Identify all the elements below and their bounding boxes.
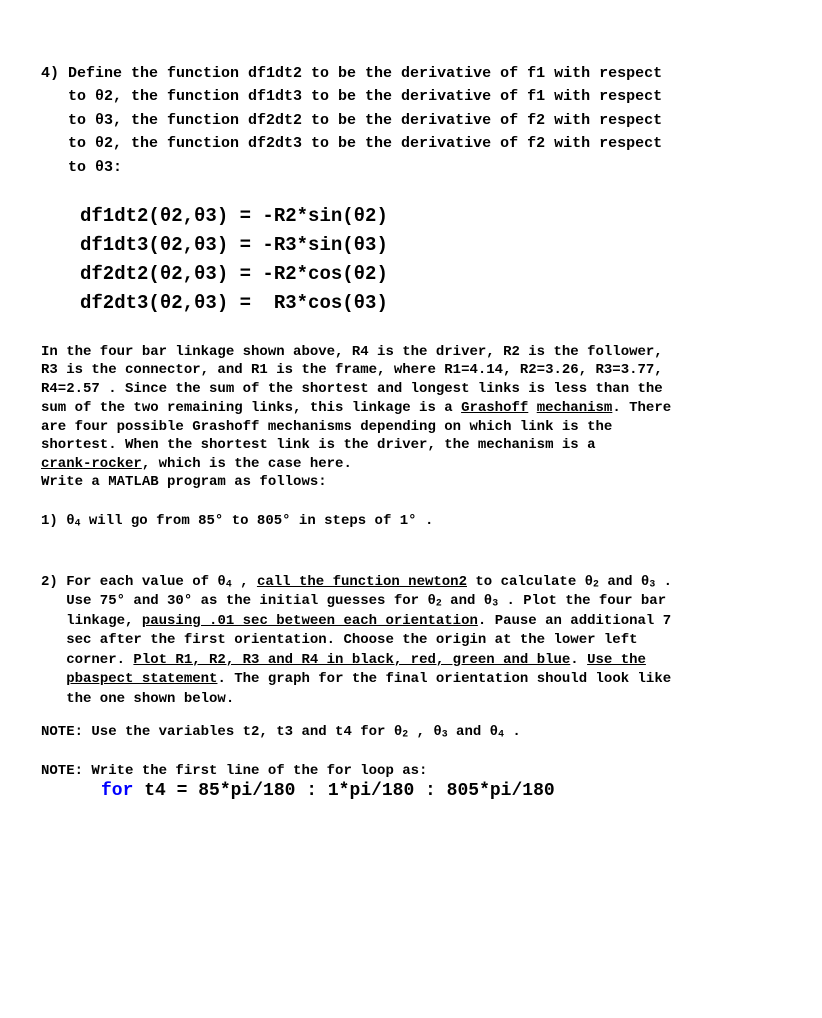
problem-4-line: to θ3: <box>41 158 123 176</box>
grashoff-link[interactable]: Grashoff <box>461 399 529 416</box>
problem-4-line: to θ2, the function df1dt3 to be the derivative of f1 with respect <box>41 88 663 105</box>
problem-4-line: 4) Define the function df1dt2 to be the derivative of f1 with respect <box>41 64 663 82</box>
intro-paragraph: In the four bar linkage shown above, R4 is the driver, R2 is the follower, R3 is the connector, and R1 is the frame, where R1=4.14, R2=3.26, R3=3.77, R4=2.57 . Since the sum of the shortest and longest links is less than the sum of the two remaining links, this linkage is a Grashoff mechanism. There are four possible Grashoff mechanisms depending on which link is the shortest. When the shortest link is the driver, the mechanism is a crank-rocker, which is the case here. <box>41 343 672 472</box>
mechanism-link[interactable]: mechanism <box>536 399 613 416</box>
problem-4-text <box>41 38 662 179</box>
step-1: 1) $\theta_4$ will go from 85° to 805° in steps of 1° . <box>41 513 434 529</box>
problem-4-line: to θ3, the function df2dt2 to be the derivative of f2 with respect <box>41 111 663 129</box>
equation: df1dt3(θ2,θ3) = -R3*sin(θ3) <box>80 234 388 256</box>
step-2: 2) For each value of $\theta_4$ , call the function newton2 to calculate $\theta_2$ and $\theta_3$ . Use 75° and 30° as the initial guesses for $\theta_2$ and $\theta_3$ . Plot the four bar linkage, pausing .01 sec between each orientation. Pause an additional 7 sec after the first orientation. Choose the origin at the lower left corner. Plot R1, R2, R3 and R4 in black, red, green and blue. Use the pbaspect statement. The graph for the final orientation should look like the one shown below. <box>41 573 673 707</box>
equation: df2dt2(θ2,θ3) = -R2*cos(θ2) <box>80 263 388 285</box>
write-program-heading: Write a MATLAB program as follows: <box>41 474 327 490</box>
for-keyword: for <box>101 781 134 801</box>
equation: df2dt3(θ2,θ3) = R3*cos(θ3) <box>80 292 388 314</box>
crank-rocker-link[interactable]: crank-rocker <box>41 455 142 472</box>
derivative-equations <box>80 173 388 318</box>
problem-4-line: to θ2, the function df2dt3 to be the derivative of f2 with respect <box>41 135 663 152</box>
equation: df1dt2(θ2,θ3) = -R2*sin(θ2) <box>80 205 388 227</box>
note-variables: NOTE: Use the variables t2, t3 and t4 for $\theta_2$ , $\theta_3$ and $\theta_4$ . <box>41 724 521 740</box>
note-for-loop: NOTE: Write the first line of the for loop as: <box>41 763 428 779</box>
for-loop-code: for t4 = 85*pi/180 : 1*pi/180 : 805*pi/180 <box>101 781 555 801</box>
